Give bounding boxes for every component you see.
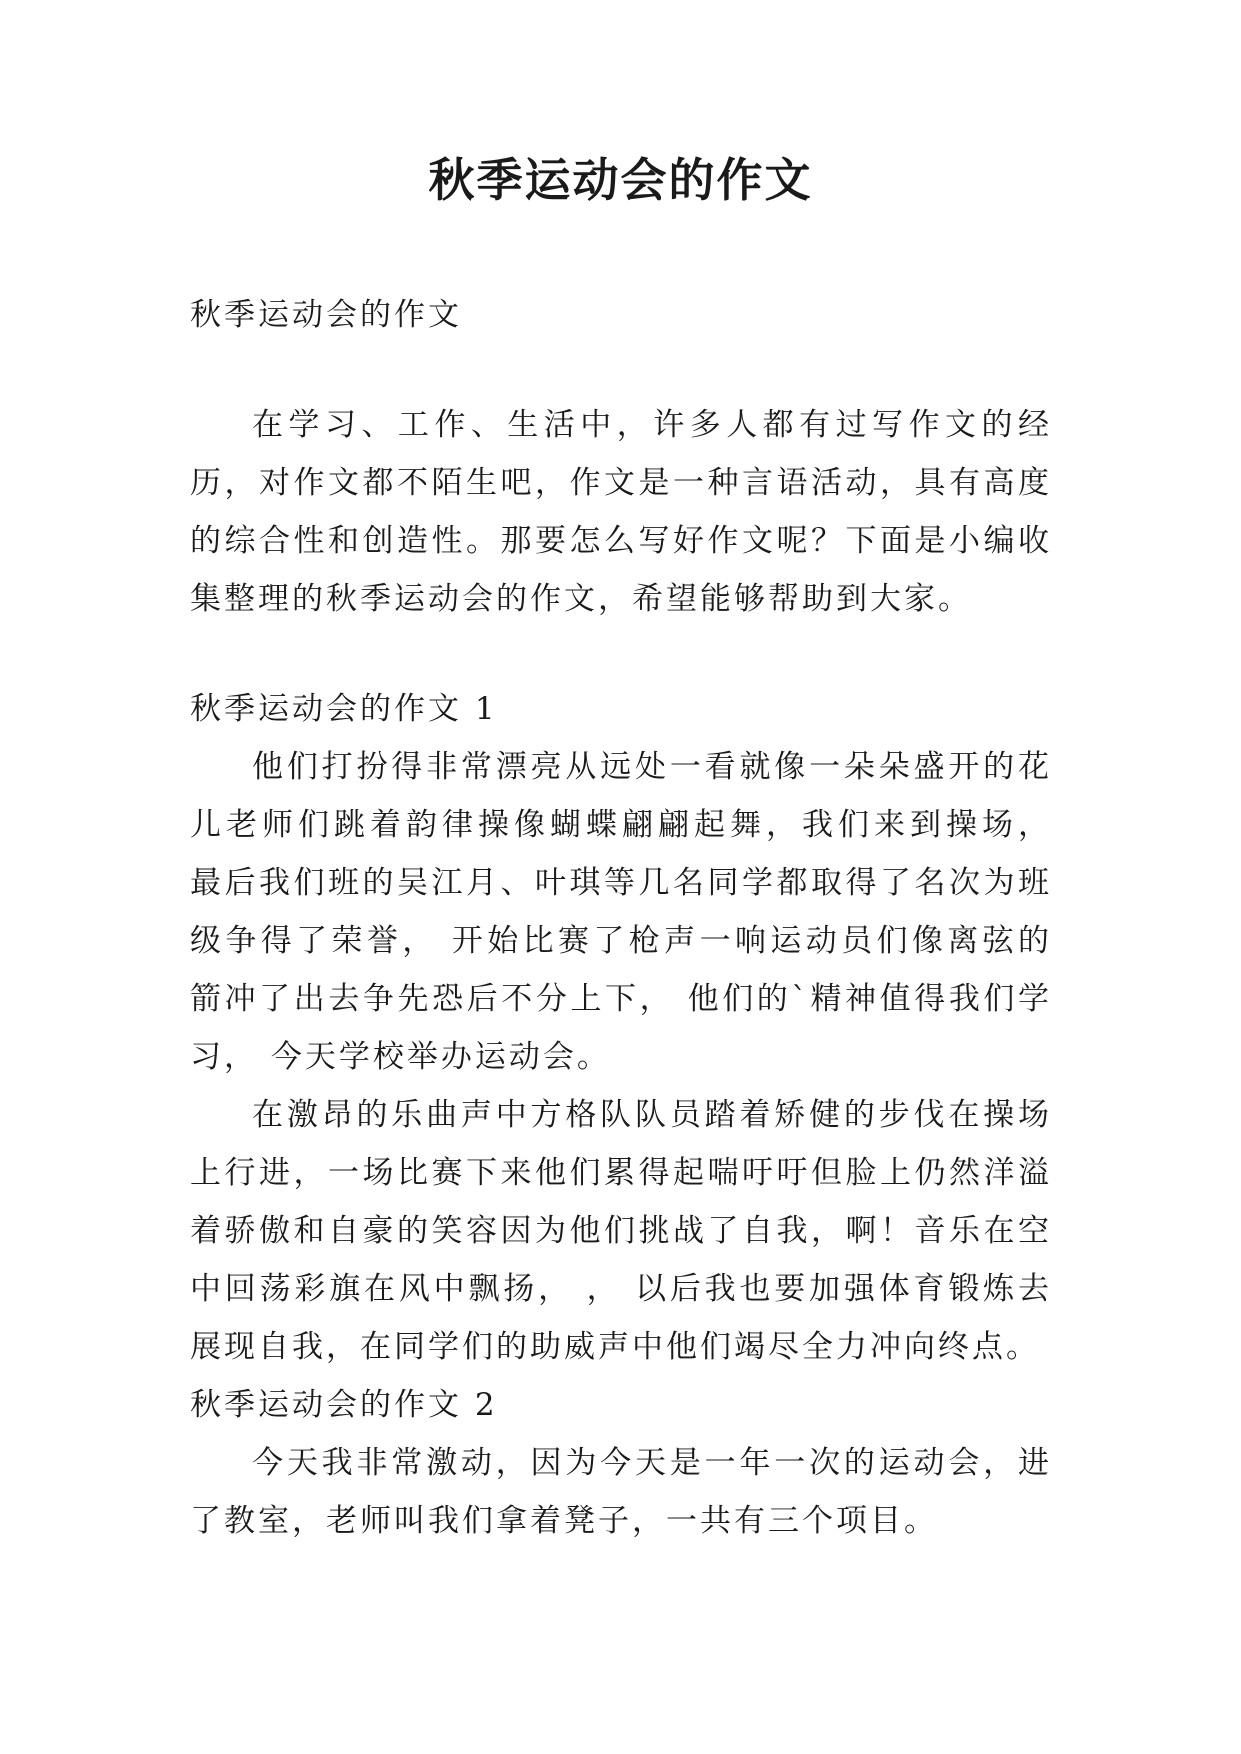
section-1-paragraph-2: 在激昂的乐曲声中方格队队员踏着矫健的步伐在操场上行进，一场比赛下来他们累得起喘吁吁但脸上仍然洋溢着骄傲和自豪的笑容因为他们挑战了自我，啊！音乐在空中回荡彩旗在风中飘扬， ， 以后我也要加强体育锻炼去展现自我，在同学们的助威声中他们竭尽全力冲向终点。 [190, 1097, 1052, 1365]
spacer [190, 340, 1052, 396]
section-1-paragraph-1: 他们打扮得非常漂亮从远处一看就像一朵朵盛开的花儿老师们跳着韵律操像蝴蝶翩翩起舞，我们来到操场， 最后我们班的吴江月、叶琪等几名同学都取得了名次为班级争得了荣誉， 开始比赛了枪声一响运动员们像离弦的箭冲了出去争先恐后不分上下， 他们的`精神值得我们学习， 今天学校举办运动会。 [190, 749, 1052, 1075]
document-subtitle: 秋季运动会的作文 [190, 297, 462, 333]
spacer [190, 628, 1052, 680]
document-body [190, 290, 1052, 1550]
intro-paragraph: 在学习、工作、生活中，许多人都有过写作文的经历，对作文都不陌生吧，作文是一种言语活动，具有高度的综合性和创造性。那要怎么写好作文呢？下面是小编收集整理的秋季运动会的作文，希望能够帮助到大家。 [190, 407, 1052, 617]
document-title: 秋季运动会的作文 [428, 153, 813, 207]
section-2-paragraph-1: 今天我非常激动，因为今天是一年一次的运动会，进了教室，老师叫我们拿着凳子，一共有三个项目。 [190, 1445, 1052, 1539]
section-heading-1: 秋季运动会的作文 1 [190, 691, 498, 727]
section-heading-2: 秋季运动会的作文 2 [190, 1387, 498, 1423]
